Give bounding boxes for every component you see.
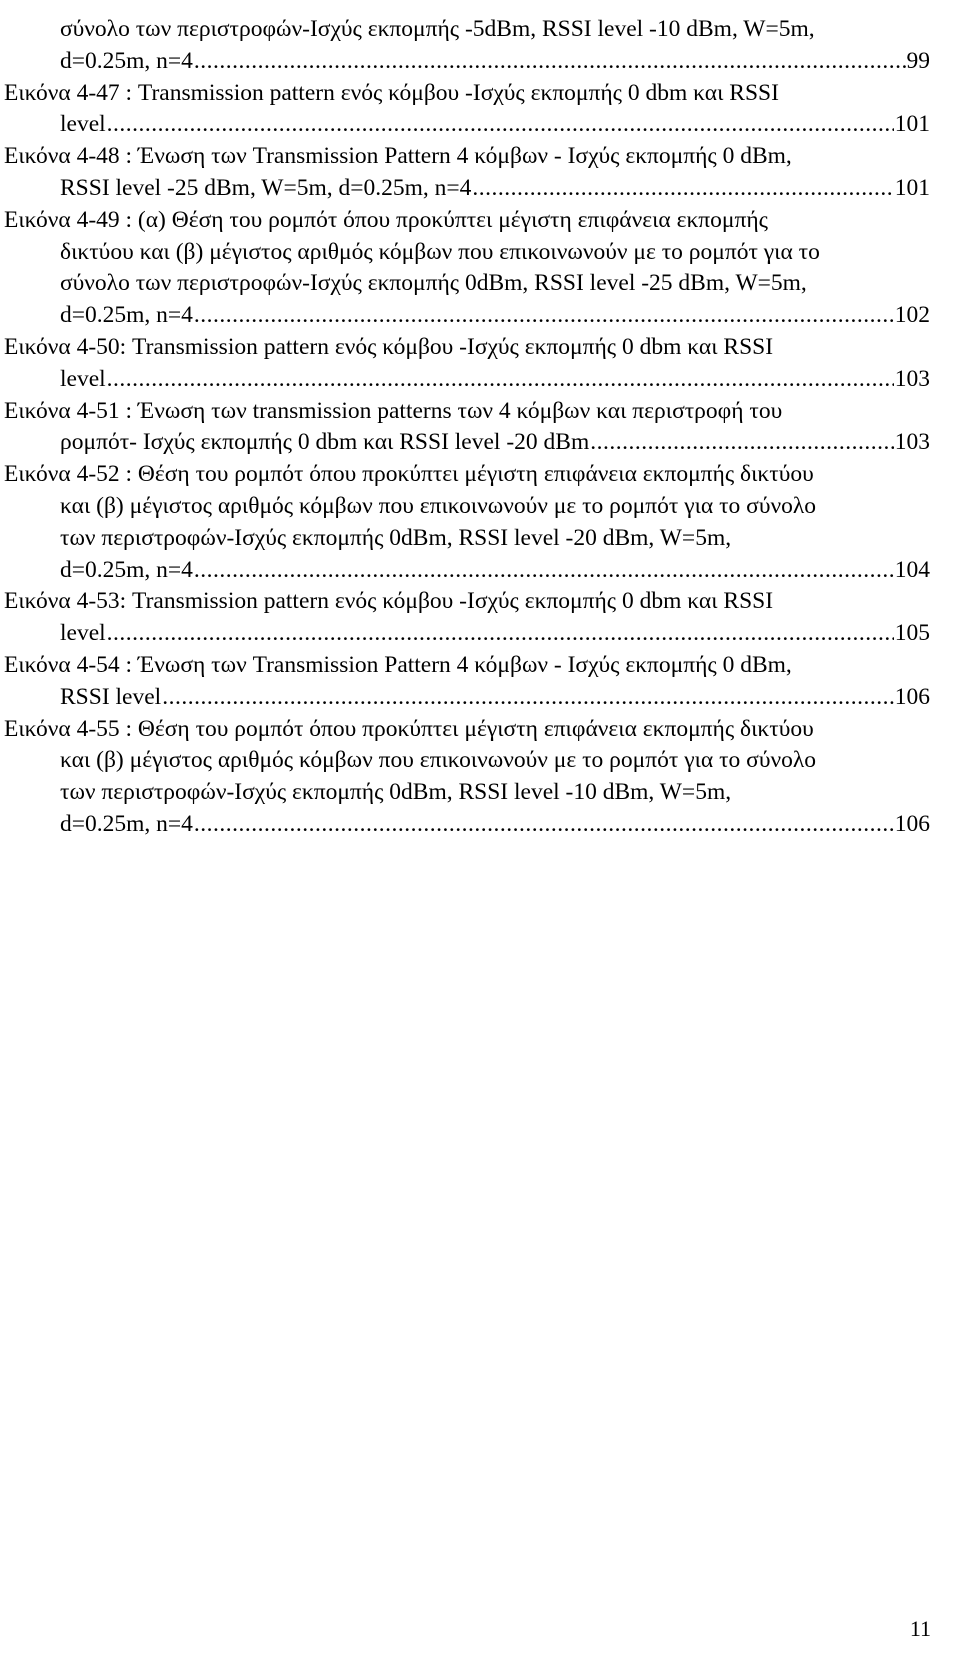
toc-entry-line: Εικόνα 4-55 : Θέση του ρομπότ όπου προκύπτει μέγιστη επιφάνεια εκπομπής δικτύου [4, 715, 814, 742]
toc-entry-line: Εικόνα 4-48 : Ένωση των Transmission Pattern 4 κόμβων - Ισχύς εκπομπής 0 dBm, [4, 143, 792, 170]
toc-entry-line: Εικόνα 4-51 : Ένωση των transmission patterns των 4 κόμβων και περιστροφή του [4, 397, 783, 424]
toc-page-number: 104 [894, 556, 930, 583]
toc-page-number: 103 [894, 429, 930, 456]
toc-entry-line: Εικόνα 4-49 : (α) Θέση του ρομπότ όπου προκύπτει μέγιστη επιφάνεια εκπομπής [4, 206, 768, 233]
dot-leader [107, 364, 894, 396]
toc-page-number: 103 [894, 365, 930, 392]
dot-leader [194, 300, 894, 332]
toc-page-number: 106 [894, 683, 930, 710]
toc-entry-continuation [4, 14, 930, 78]
toc-entry-line: των περιστροφών-Ισχύς εκπομπής 0dBm, RSSI level -20 dBm, W=5m, [60, 524, 732, 551]
toc-entry-line: Εικόνα 4-52 : Θέση του ρομπότ όπου προκύπτει μέγιστη επιφάνεια εκπομπής δικτύου [4, 461, 814, 488]
toc-entry-line: των περιστροφών-Ισχύς εκπομπής 0dBm, RSSI level -10 dBm, W=5m, [60, 779, 732, 806]
toc-entry-fig-4-52[interactable] [4, 459, 930, 586]
toc-entry-line: Εικόνα 4-50: Transmission pattern ενός κόμβου -Ισχύς εκπομπής 0 dbm και RSSI [4, 333, 774, 360]
dot-leader [590, 427, 894, 459]
toc-entry-line: ρομπότ- Ισχύς εκπομπής 0 dbm και RSSI level -20 dBm [60, 429, 590, 456]
toc-entry-fig-4-51[interactable] [4, 396, 930, 460]
toc-page-number: 102 [894, 302, 930, 329]
toc-page-number: 99 [906, 47, 930, 74]
toc-page-number: 101 [894, 111, 930, 138]
toc-entry-line: d=0.25m, n=4 [60, 47, 193, 74]
toc-entry-line: σύνολο των περιστροφών-Ισχύς εκπομπής -5dBm, RSSI level -10 dBm, W=5m, [60, 16, 815, 42]
toc-entry-line: d=0.25m, n=4 [60, 556, 193, 583]
dot-leader [194, 555, 894, 587]
page-number: 11 [909, 1616, 931, 1641]
toc-entry-line: Εικόνα 4-47 : Transmission pattern ενός κόμβου -Ισχύς εκπομπής 0 dbm και RSSI [4, 79, 779, 106]
toc-entry-fig-4-50[interactable] [4, 332, 930, 396]
dot-leader [472, 173, 893, 205]
dot-leader [162, 682, 894, 714]
toc-entry-line: level [60, 620, 106, 647]
toc-entry-fig-4-54[interactable] [4, 650, 930, 714]
toc-page-number: 106 [894, 810, 930, 837]
toc-entry-line: level [60, 111, 106, 138]
toc-entry-line: d=0.25m, n=4 [60, 302, 193, 329]
toc-entry-line: d=0.25m, n=4 [60, 810, 193, 837]
toc-entry-fig-4-49[interactable] [4, 205, 930, 332]
toc-entry-line: level [60, 365, 106, 392]
dot-leader [107, 618, 894, 650]
toc-entry-fig-4-47[interactable] [4, 78, 930, 142]
toc-entry-line: και (β) μέγιστος αριθμός κόμβων που επικοινωνούν με το ρομπότ για το σύνολο [60, 747, 816, 774]
dot-leader [107, 109, 894, 141]
toc-page-number: 101 [894, 174, 930, 201]
toc-entry-line: δικτύου και (β) μέγιστος αριθμός κόμβων που επικοινωνούν με το ρομπότ για το [60, 238, 820, 265]
dot-leader [194, 809, 894, 841]
toc-entry-line: σύνολο των περιστροφών-Ισχύς εκπομπής 0dBm, RSSI level -25 dBm, W=5m, [60, 270, 807, 297]
toc-entry-line: και (β) μέγιστος αριθμός κόμβων που επικοινωνούν με το ρομπότ για το σύνολο [60, 492, 816, 519]
toc-entry-line: RSSI level [60, 683, 162, 710]
toc-entry-fig-4-48[interactable] [4, 141, 930, 205]
list-of-figures [4, 14, 930, 841]
toc-entry-fig-4-53[interactable] [4, 586, 930, 650]
toc-entry-fig-4-55[interactable] [4, 714, 930, 841]
toc-page-number: 105 [894, 620, 930, 647]
dot-leader [194, 46, 906, 78]
toc-entry-line: RSSI level -25 dBm, W=5m, d=0.25m, n=4 [60, 174, 472, 201]
toc-entry-line: Εικόνα 4-54 : Ένωση των Transmission Pattern 4 κόμβων - Ισχύς εκπομπής 0 dBm, [4, 651, 792, 678]
toc-entry-line: Εικόνα 4-53: Transmission pattern ενός κόμβου -Ισχύς εκπομπής 0 dbm και RSSI [4, 588, 774, 615]
